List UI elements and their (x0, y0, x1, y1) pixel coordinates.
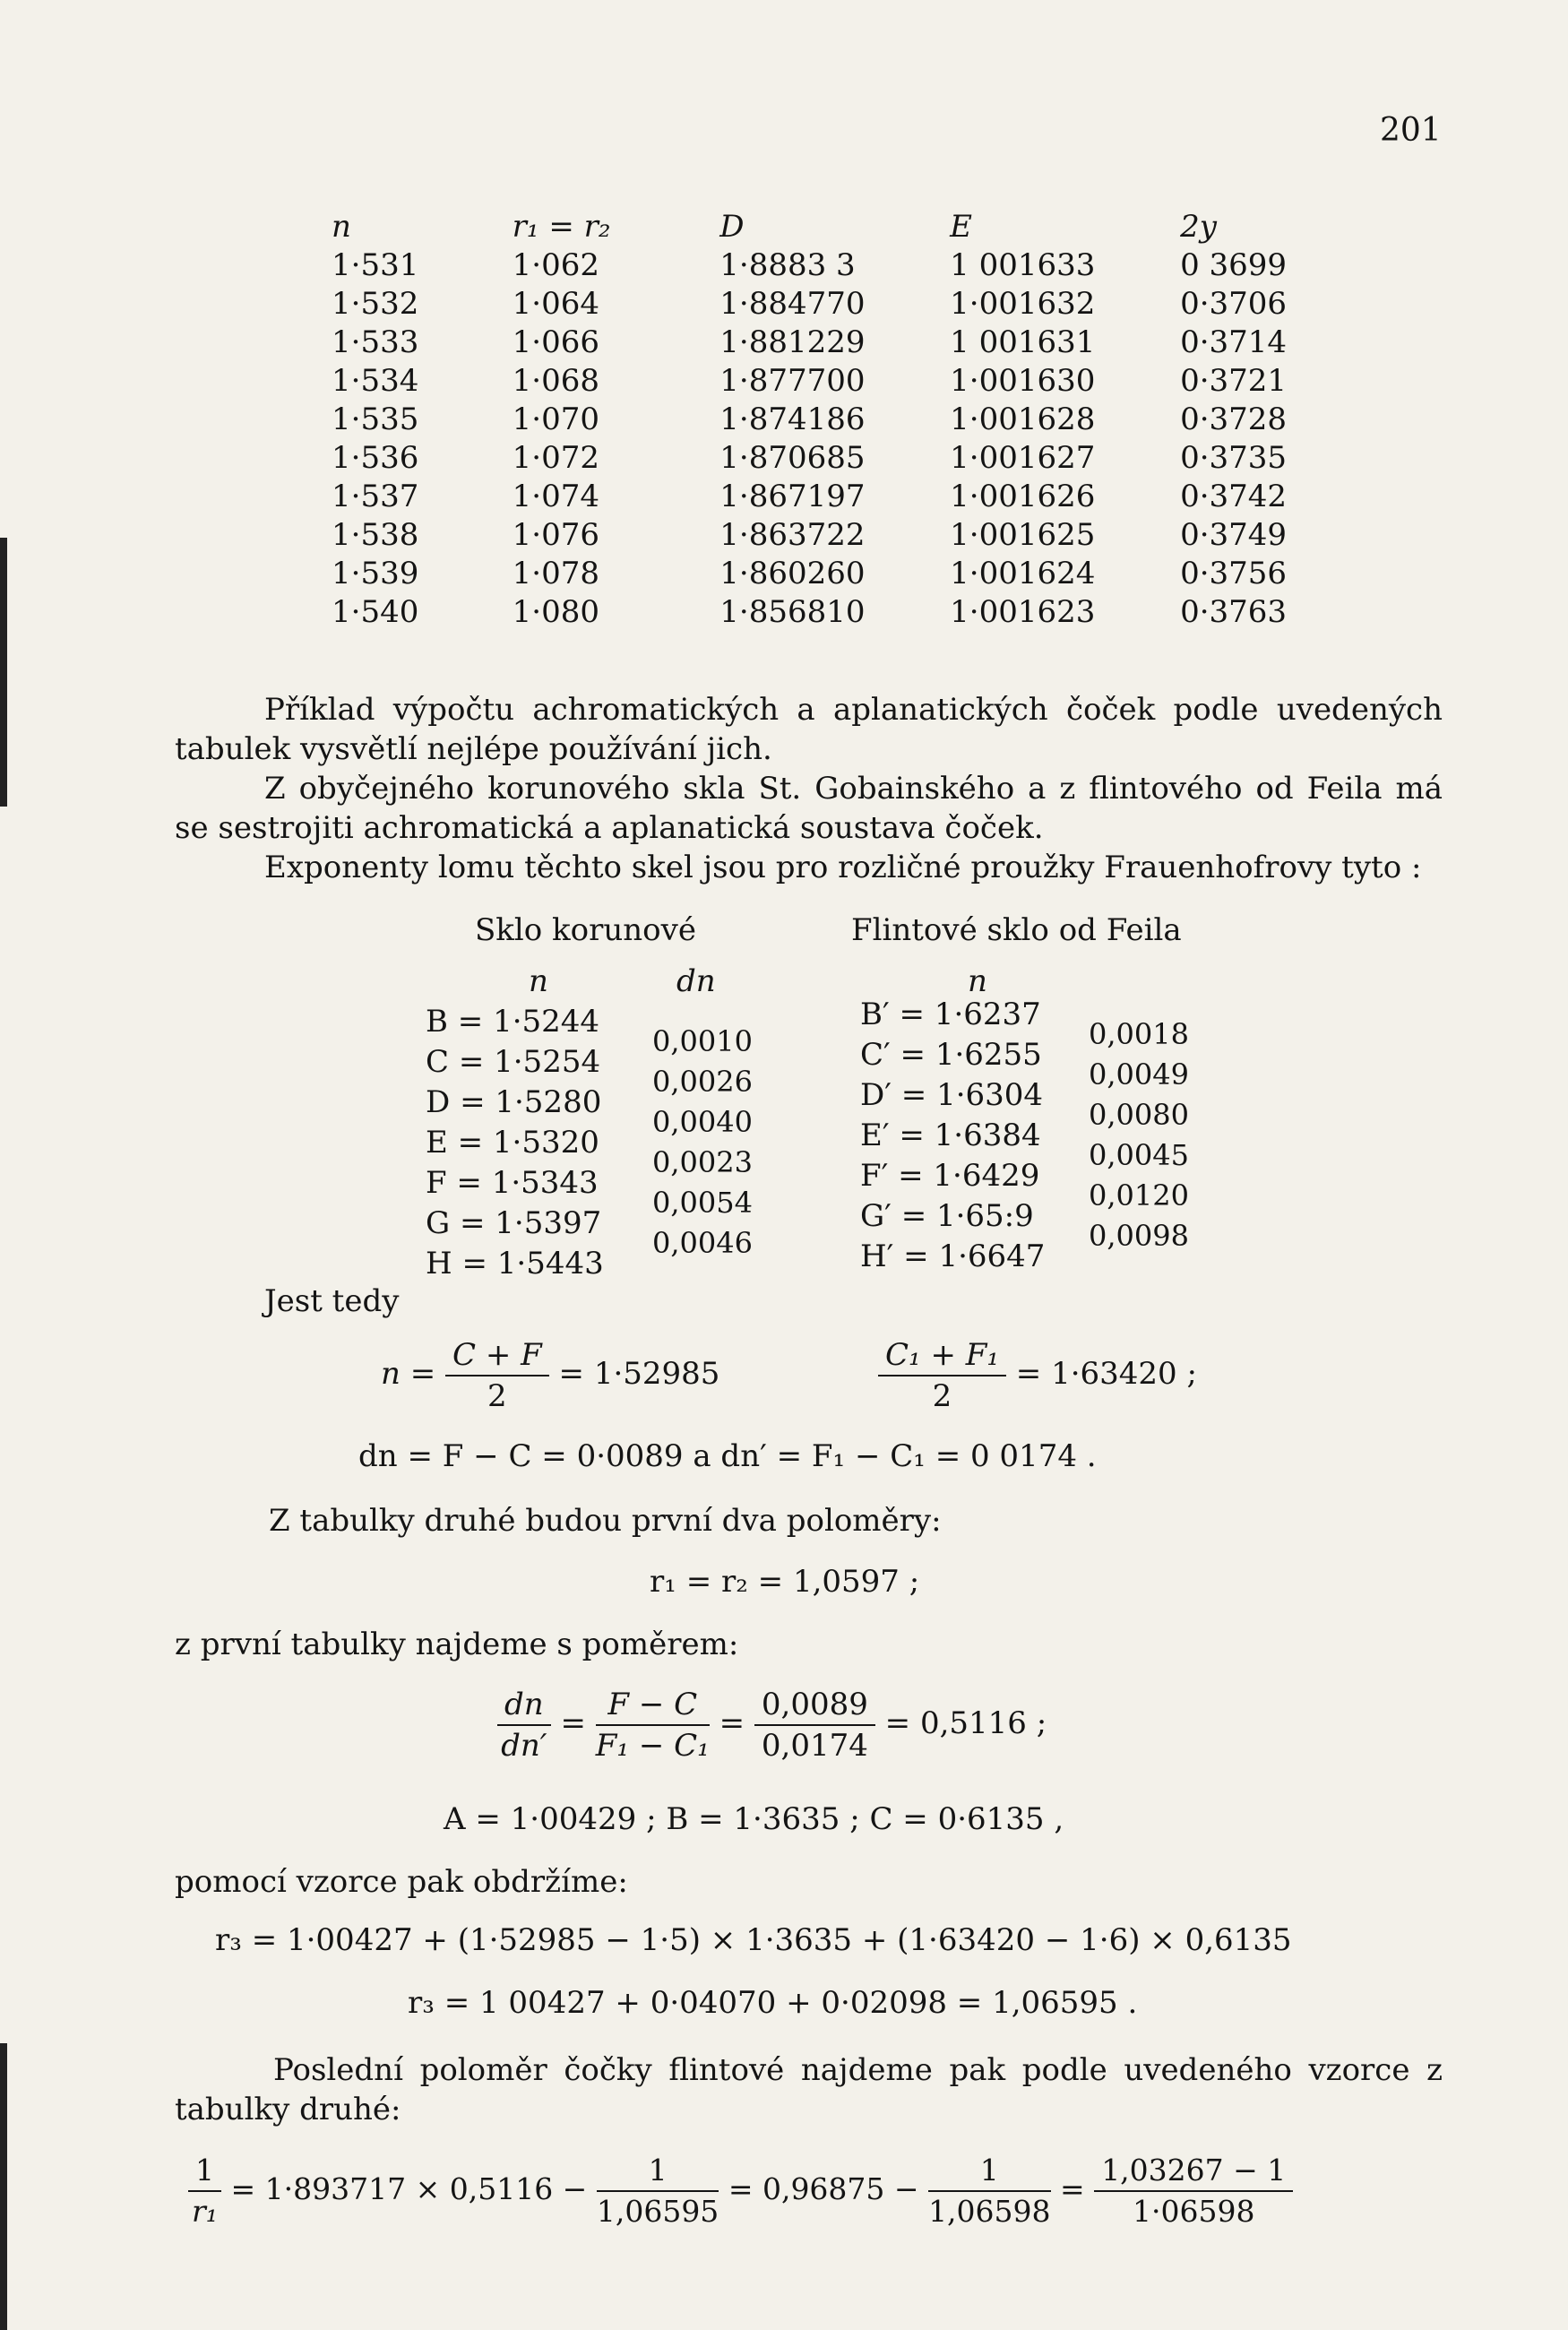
table-row (305, 285, 1344, 324)
table-cell: 1·884770 (719, 286, 866, 322)
table-cell: 1 001631 (950, 324, 1096, 360)
flint-dn: 0,0098 (1089, 1219, 1189, 1253)
table-cell: 0·3721 (1180, 363, 1288, 399)
flint-index: H′ = 1·6647 (860, 1238, 1046, 1274)
table-cell: 1·533 (332, 324, 419, 360)
table-row (305, 555, 1344, 593)
table-cell: 1·074 (512, 479, 599, 514)
flint-dn: 0,0120 (1089, 1178, 1189, 1212)
table-row (305, 478, 1344, 516)
crown-index: B = 1·5244 (426, 1004, 600, 1040)
jest-tedy: Jest tedy (264, 1283, 400, 1319)
flint-dn: 0,0018 (1089, 1017, 1189, 1051)
equation-r3-result: r₃ = 1 00427 + 0·04070 + 0·02098 = 1,06595 . (408, 1985, 1138, 2021)
table-cell: 1·001623 (950, 594, 1096, 630)
flint-index: F′ = 1·6429 (860, 1158, 1040, 1194)
table-cell: 1·860260 (719, 556, 866, 591)
table-cell: 0·3735 (1180, 440, 1288, 476)
paragraph-last-radius: Poslední poloměr čočky flintové najdeme pak podle uvedeného vzorce z tabulky druhé: (175, 2052, 1443, 2127)
table-cell: 0·3742 (1180, 479, 1288, 514)
page-edge-shadow (0, 2043, 7, 2330)
flint-index: D′ = 1·6304 (860, 1077, 1044, 1113)
table-cell: 1·070 (512, 401, 599, 437)
table-cell: 1·867197 (719, 479, 866, 514)
page-number: 201 (1380, 112, 1442, 149)
table-header (305, 208, 1344, 246)
paragraph-exponents: Exponenty lomu těchto skel jsou pro rozličné proužky Frauenhofrovy tyto : (264, 850, 1422, 885)
table-cell: 1·536 (332, 440, 419, 476)
equation-dispersion: dn = F − C = 0·0089 a dn′ = F₁ − C₁ = 0 0174 . (358, 1438, 1097, 1474)
table-row (305, 439, 1344, 478)
equation-radii: r₁ = r₂ = 1,0597 ; (650, 1564, 920, 1600)
crown-col-n: n (529, 963, 548, 999)
crown-index: G = 1·5397 (426, 1205, 602, 1241)
table-cell: 1·068 (512, 363, 599, 399)
equation-n-mean: n = $\frac{C + F}{2}$ = 1·52985 (381, 1337, 720, 1414)
table-cell: 0·3756 (1180, 556, 1288, 591)
crown-dn: 0,0054 (652, 1186, 753, 1220)
table-cell: 1·874186 (719, 401, 866, 437)
table-row (305, 246, 1344, 285)
table-cell: 0·3714 (1180, 324, 1288, 360)
table-cell: 1·072 (512, 440, 599, 476)
header-2y: 2y (1180, 209, 1217, 245)
table-cell: 1·001624 (950, 556, 1096, 591)
crown-dn: 0,0026 (652, 1065, 753, 1099)
table-cell: 1·539 (332, 556, 419, 591)
text-formula: pomocí vzorce pak obdržíme: (175, 1864, 628, 1900)
flint-dn: 0,0080 (1089, 1098, 1189, 1132)
header-e: E (950, 209, 972, 245)
table-cell: 1·538 (332, 517, 419, 553)
table-row (305, 362, 1344, 401)
crown-index: C = 1·5254 (426, 1044, 601, 1080)
table-cell: 0·3728 (1180, 401, 1288, 437)
equation-final: $\frac{1}{\text{r₁}}$ = 1·893717 × 0,5116 − $\frac{1}{1,06595}$ = 0,96875 − $\frac{1}{1,06598}$ = $\frac{1,03267 - 1}{1\cdot 06598}$ (188, 2151, 1293, 2231)
table-cell: 1·001628 (950, 401, 1096, 437)
paragraph-example: Příklad výpočtu achromatických a aplanatických čoček podle uvedených tabulek vysvětlí nejlépe používání jich. (175, 692, 1443, 767)
table-row (305, 324, 1344, 362)
table-cell: 1·535 (332, 401, 419, 437)
table-cell: 1·8883 3 (719, 247, 856, 283)
equation-flint-mean: $\frac{\text{C₁ + F₁}}{2}$ = 1·63420 ; (878, 1335, 1197, 1416)
paragraph-glass: Z obyčejného korunového skla St. Gobainského a z flintového od Feila má se sestrojiti achromatická a aplanatická soustava čoček. (175, 771, 1443, 846)
flint-dn: 0,0045 (1089, 1138, 1189, 1172)
header-n: n (332, 209, 351, 245)
crown-index: F = 1·5343 (426, 1165, 599, 1201)
table-cell: 1·062 (512, 247, 599, 283)
table-cell: 0·3763 (1180, 594, 1288, 630)
flint-index: B′ = 1·6237 (860, 997, 1041, 1032)
crown-index: E = 1·5320 (426, 1125, 599, 1161)
crown-values (426, 1002, 604, 1284)
table-cell: 1·001632 (950, 286, 1096, 322)
table-cell: 1·534 (332, 363, 419, 399)
flint-dn: 0,0049 (1089, 1057, 1189, 1092)
table-cell: 1 001633 (950, 247, 1096, 283)
table-row (305, 593, 1344, 632)
table-cell: 1·881229 (719, 324, 866, 360)
table-cell: 1·540 (332, 594, 419, 630)
crown-dn-values (652, 1022, 753, 1264)
header-r: r₁ = r₂ (512, 209, 611, 245)
flint-glass-title: Flintové sklo od Feila (851, 912, 1182, 948)
header-d: D (719, 209, 745, 245)
crown-dn: 0,0010 (652, 1024, 753, 1058)
table-cell: 0 3699 (1180, 247, 1288, 283)
table-cell: 1·537 (332, 479, 419, 514)
table-cell: 0·3749 (1180, 517, 1288, 553)
equation-coefficients: A = 1·00429 ; B = 1·3635 ; C = 0·6135 , (444, 1801, 1064, 1837)
table-cell: 1·078 (512, 556, 599, 591)
crown-dn: 0,0040 (652, 1105, 753, 1139)
equation-r3: r₃ = 1·00427 + (1·52985 − 1·5) × 1·3635 + (1·63420 − 1·6) × 0,6135 (215, 1922, 1292, 1958)
table-cell: 1·080 (512, 594, 599, 630)
table-cell: 1·001625 (950, 517, 1096, 553)
crown-dn: 0,0046 (652, 1226, 753, 1260)
text-first-table: z první tabulky najdeme s poměrem: (175, 1627, 739, 1662)
crown-col-dn: dn (676, 963, 716, 999)
table-cell: 1·066 (512, 324, 599, 360)
text-second-table: Z tabulky druhé budou první dva poloměry: (269, 1503, 942, 1539)
table-cell: 1·001626 (950, 479, 1096, 514)
flint-values (860, 995, 1045, 1277)
table-cell: 1·076 (512, 517, 599, 553)
table-cell: 0·3706 (1180, 286, 1288, 322)
table-row (305, 516, 1344, 555)
page-edge-shadow (0, 538, 7, 807)
table-cell: 1·001627 (950, 440, 1096, 476)
flint-index: C′ = 1·6255 (860, 1037, 1042, 1073)
table-cell: 1·064 (512, 286, 599, 322)
table-cell: 1·531 (332, 247, 419, 283)
flint-col-n: n (968, 963, 987, 999)
table-row (305, 401, 1344, 439)
table-cell: 1·863722 (719, 517, 866, 553)
crown-dn: 0,0023 (652, 1145, 753, 1179)
equation-ratio: $\frac{dn}{dn'}$ = $\frac{F - C}{\text{F₁ − C₁}}$ = $\frac{0,0089}{0,0174}$ = 0,5116 ; (497, 1685, 1047, 1765)
table-cell: 1·001630 (950, 363, 1096, 399)
crown-index: D = 1·5280 (426, 1084, 602, 1120)
flint-index: E′ = 1·6384 (860, 1118, 1041, 1153)
table-cell: 1·870685 (719, 440, 866, 476)
flint-dn-values (1089, 1014, 1189, 1256)
crown-glass-title: Sklo korunové (475, 912, 696, 948)
flint-index: G′ = 1·65:9 (860, 1198, 1034, 1234)
table-cell: 1·856810 (719, 594, 866, 630)
crown-index: H = 1·5443 (426, 1246, 604, 1282)
table-cell: 1·532 (332, 286, 419, 322)
lens-table (305, 208, 1344, 632)
table-cell: 1·877700 (719, 363, 866, 399)
